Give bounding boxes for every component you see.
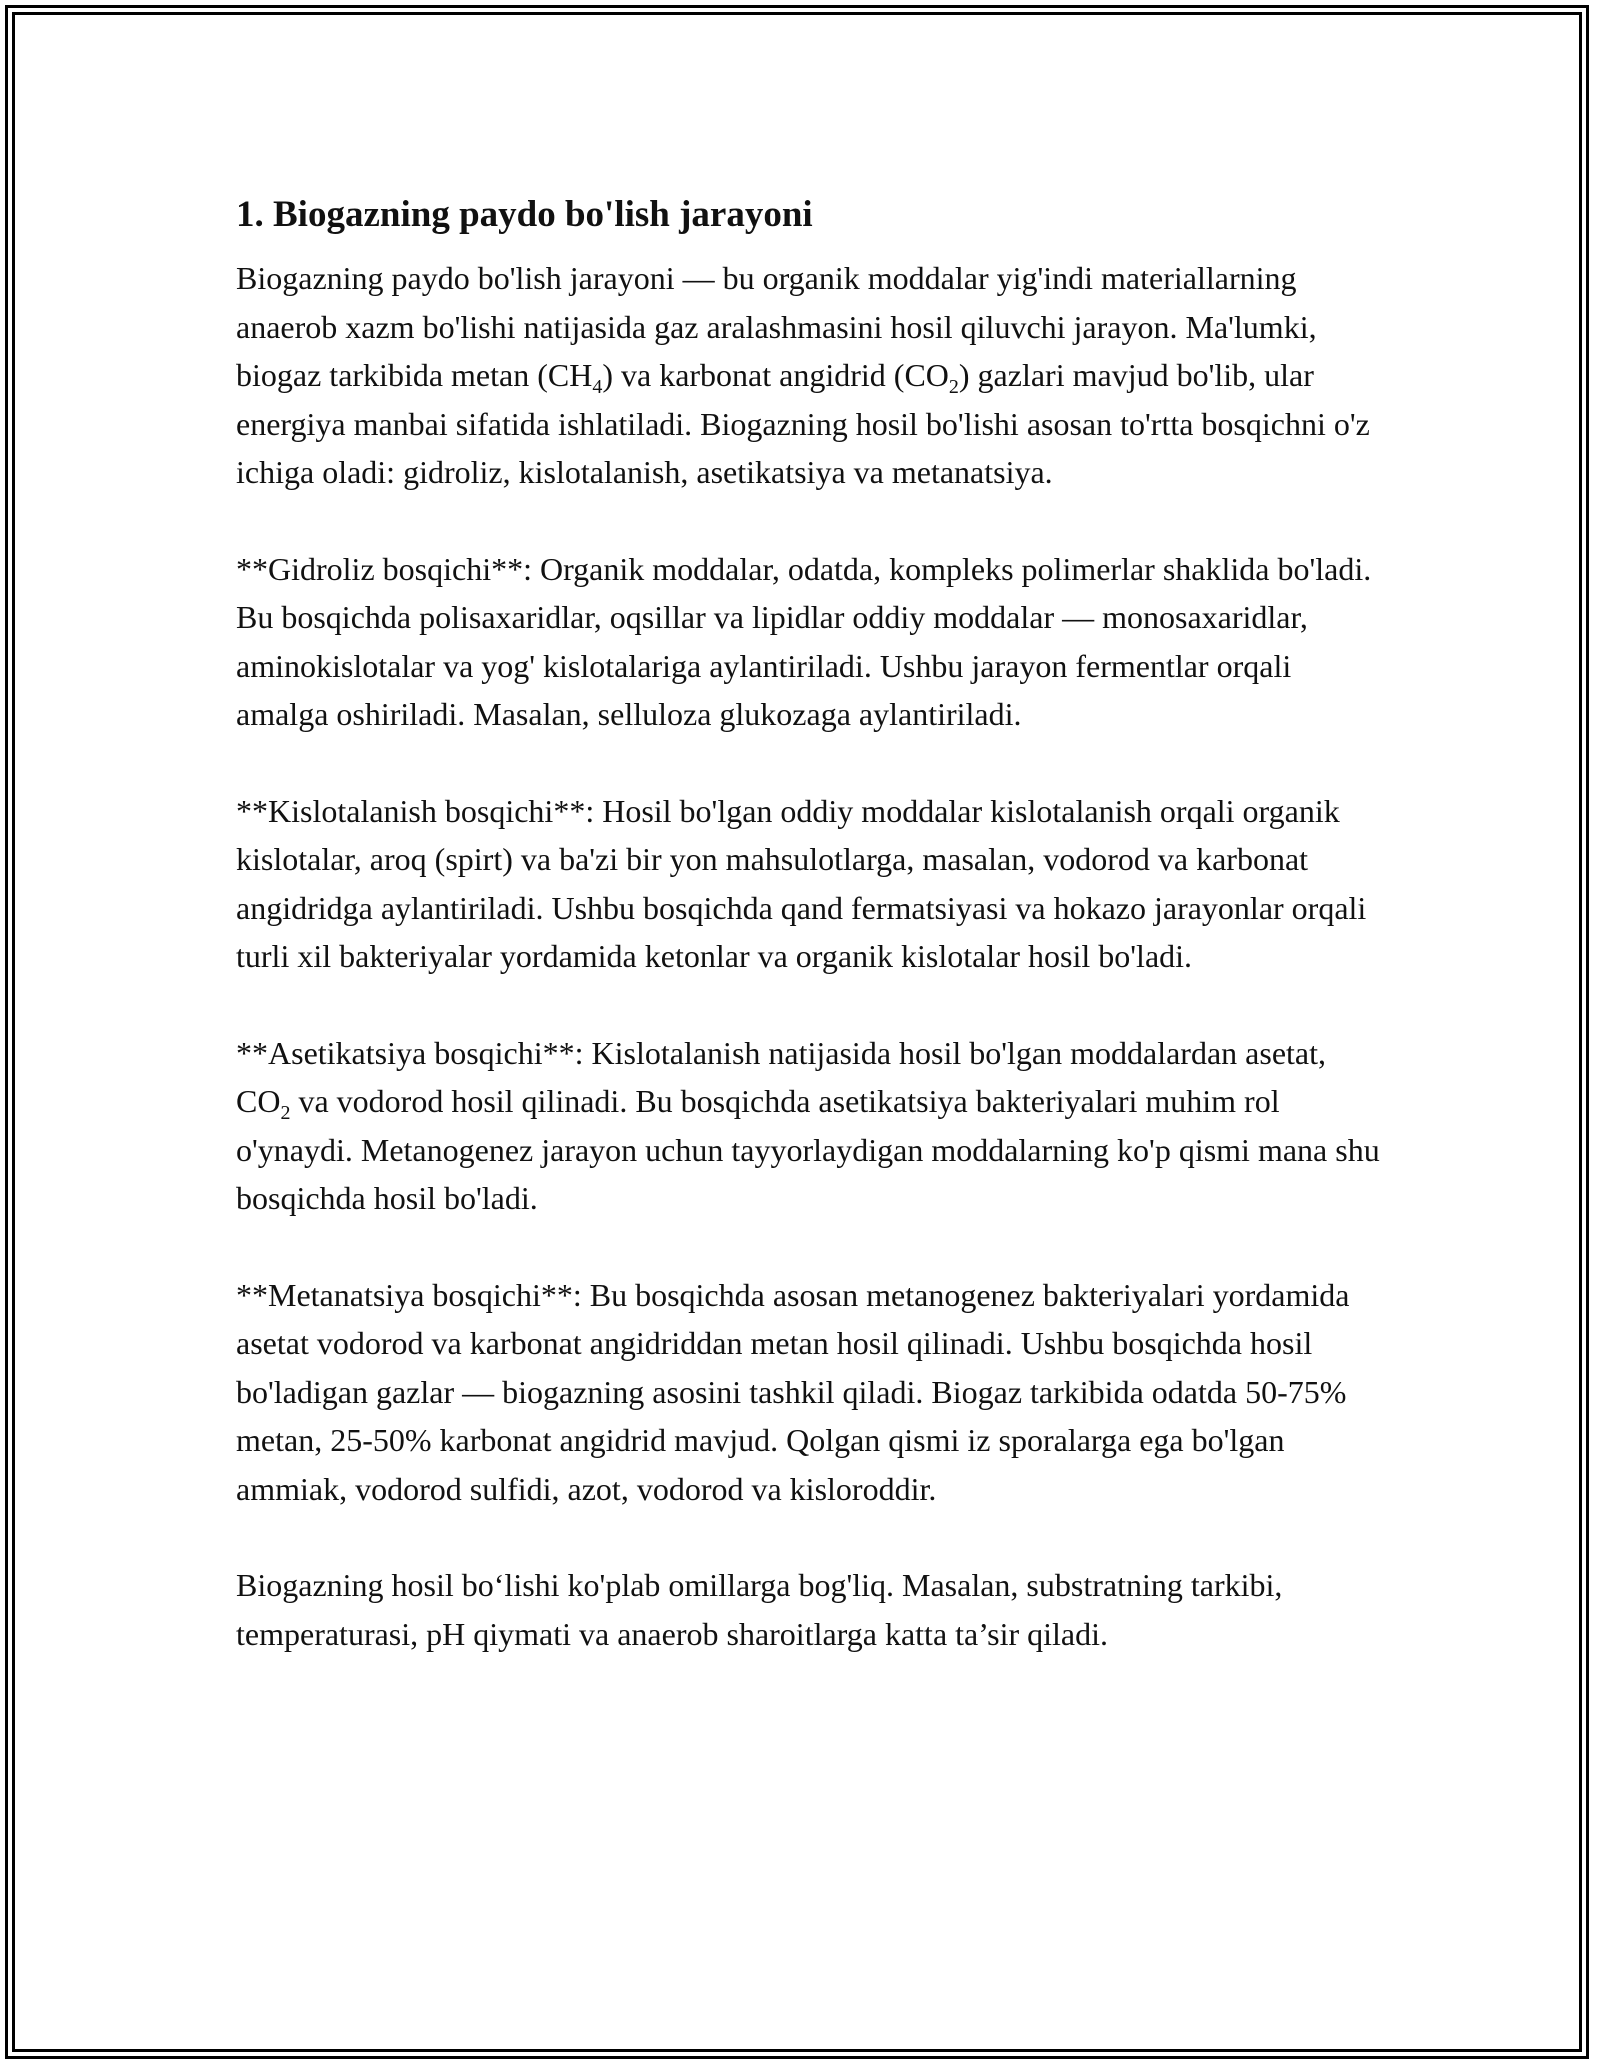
hydrolysis-paragraph: **Gidroliz bosqichi**: Organik moddalar, odatda, kompleks polimerlar shaklida bo'ladi. Bu bosqichda polisaxaridlar, oqsillar va lipidlar oddiy moddalar — monosaxaridlar, aminokislotalar va yog' kislotalariga aylantiriladi. Ushbu jarayon fermentlar orqali amalga oshiriladi. Masalan, selluloza glukozaga aylantiriladi. (236, 550, 1372, 732)
document-body (236, 190, 1386, 1706)
acidification-paragraph: **Kislotalanish bosqichi**: Hosil bo'lgan oddiy moddalar kislotalanish orqali organik kislotalar, aroq (spirt) va ba'zi bir yon mahsulotlarga, masalan, vodorod va karbonat angidridga aylantiriladi. Ushbu bosqichda qand fermatsiyasi va hokazo jarayonlar orqali turli xil bakteriyalar yordamida ketonlar va organik kislotalar hosil bo'ladi. (236, 792, 1367, 974)
intro-text-3: ) gazlari mavjud bo'lib, ular energiya manbai sifatida ishlatiladi. Biogazning hosil bo'lishi asosan to'rtta bosqichni o'z ichiga oladi: gidroliz, kislotalanish, asetikatsiya va metanatsiya. (236, 357, 1370, 490)
conclusion-paragraph: Biogazning hosil bo‘lishi ko'plab omillarga bog'liq. Masalan, substratning tarkibi, temperaturasi, pH qiymati va anaerob sharoitlarga katta ta’sir qiladi. (236, 1567, 1283, 1652)
acetogenesis-paragraph (236, 1029, 1386, 1223)
subscript: 4 (592, 376, 603, 398)
acetogenesis-text-2: va vodorod hosil qilinadi. Bu bosqichda asetikatsiya bakteriyalari muhim rol o'ynaydi. Metanogenez jarayon uchun tayyorlaydigan moddalarning ko'p qismi mana shu bosqichda hosil bo'ladi. (236, 1083, 1380, 1216)
intro-text-1: Biogazning paydo bo'lish jarayoni — bu organik moddalar yig'indi materiallarning anaerob xazm bo'lishi natijasida gaz aralashmasini hosil qiluvchi jarayon. Ma'lumki, biogaz tarkibida metan (CH (236, 260, 1317, 393)
intro-paragraph (236, 254, 1386, 497)
section-title: 1. Biogazning paydo bo'lish jarayoni (236, 194, 813, 235)
intro-text-2: ) va karbonat angidrid (CO (602, 357, 949, 393)
methanation-paragraph: **Metanatsiya bosqichi**: Bu bosqichda asosan metanogenez bakteriyalari yordamida asetat vodorod va karbonat angidriddan metan hosil qilinadi. Ushbu bosqichda hosil bo'ladigan gazlar — biogazning asosini tashkil qiladi. Biogaz tarkibida odatda 50-75% metan, 25-50% karbonat angidrid mavjud. Qolgan qismi iz sporalarga ega bo'lgan ammiak, vodorod sulfidi, azot, vodorod va kisloroddir. (236, 1276, 1350, 1507)
acetogenesis-text-1: **Asetikatsiya bosqichi**: Kislotalanish natijasida hosil bo'lgan moddalardan asetat, CO (236, 1034, 1326, 1119)
subscript: 2 (948, 376, 959, 398)
subscript: 2 (280, 1102, 291, 1124)
